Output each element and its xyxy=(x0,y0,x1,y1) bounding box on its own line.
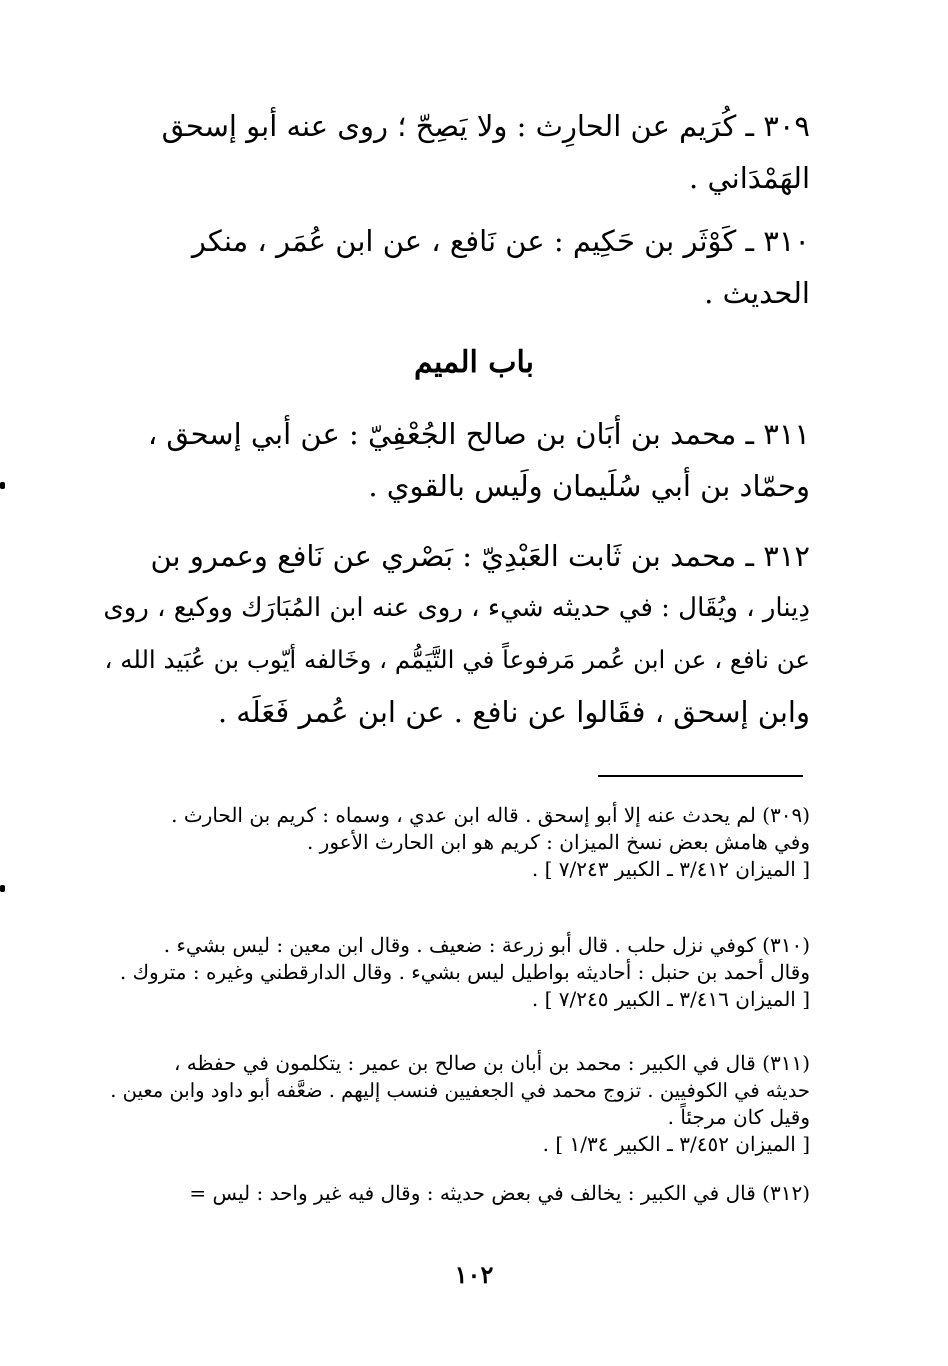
entry-309-line-2: الهَمْدَاني . xyxy=(689,161,810,195)
footnote-311-line-4: [ الميزان ٣/٤٥٢ ـ الكبير ١/٣٤ ] . xyxy=(542,1132,810,1156)
footnote-309-line-1: (٣٠٩) لم يحدث عنه إلا أبو إسحق . قاله ابن عدي ، وسماه : كريم بن الحارث . xyxy=(171,803,810,827)
margin-mark xyxy=(0,482,5,489)
entry-311-line-2: وحمّاد بن أبي سُلَيمان ولَيس بالقوي . xyxy=(368,469,810,503)
section-heading: باب الميم xyxy=(413,345,534,380)
entry-311 xyxy=(100,408,810,512)
footnote-310-line-2: وقال أحمد بن حنبل : أحاديثه بواطيل ليس بشيء . وقال الدارقطني وغيره : متروك . xyxy=(119,960,810,984)
entry-310-line-1: ٣١٠ ـ كَوْثَر بن حَكِيم : عن نَافع ، عن ابن عُمَر ، منكر xyxy=(191,224,810,258)
footnote-309 xyxy=(100,802,810,883)
footnote-310-line-1: (٣١٠) كوفي نزل حلب . قال أبو زرعة : ضعيف . وقال ابن معين : ليس بشيء . xyxy=(163,933,810,957)
footnote-312 xyxy=(100,1180,810,1207)
entry-310-line-2: الحديث . xyxy=(704,276,810,310)
footnote-312-line-1: (٣١٢) قال في الكبير : يخالف في بعض حديثه : وقال فيه غير واحد : ليس = xyxy=(189,1181,810,1205)
footnote-309-line-2: وفي هامش بعض نسخ الميزان : كريم هو ابن الحارث الأعور . xyxy=(306,830,810,854)
footnote-311 xyxy=(100,1050,810,1158)
margin-mark xyxy=(0,885,5,892)
entry-312-line-1: ٣١٢ ـ محمد بن ثَابت العَبْدِيّ : بَصْري عن نَافع وعمرو بن xyxy=(150,539,810,573)
entry-312-line-3: عن نافع ، عن ابن عُمر مَرفوعاً في التَّيَمُّم ، وخَالفه أيّوب بن عُبَيد الله ، xyxy=(104,645,810,674)
entry-309 xyxy=(100,100,810,204)
entry-312 xyxy=(100,530,810,738)
footnote-separator xyxy=(598,775,803,777)
footnote-311-line-1: (٣١١) قال في الكبير : محمد بن أبان بن صالح بن عمير : يتكلمون في حفظه ، xyxy=(173,1051,810,1075)
entry-311-line-1: ٣١١ ـ محمد بن أبَان بن صالح الجُعْفِيّ : عن أبي إسحق ، xyxy=(147,417,810,451)
entry-310 xyxy=(100,215,810,319)
footnote-311-line-3: وقيل كان مرجئاً . xyxy=(667,1105,810,1129)
footnote-311-line-2: حديثه في الكوفيين . تزوج محمد في الجعفيين فنسب إليهم . ضعَّفه أبو داود وابن معين . xyxy=(110,1079,810,1102)
entry-312-line-4: وابن إسحق ، فقَالوا عن نافع . عن ابن عُمر فَعَلَه . xyxy=(217,695,810,729)
footnote-310-line-3: [ الميزان ٣/٤١٦ ـ الكبير ٧/٢٤٥ ] . xyxy=(531,987,810,1011)
footnote-310 xyxy=(100,932,810,1013)
footnote-309-line-3: [ الميزان ٣/٤١٢ ـ الكبير ٧/٢٤٣ ] . xyxy=(531,857,810,881)
entry-309-line-1: ٣٠٩ ـ كُرَيم عن الحارِث : ولا يَصِحّ ؛ روى عنه أبو إسحق xyxy=(161,109,810,143)
entry-312-line-2: دِينار ، ويُقَال : في حديثه شيء ، روى عنه ابن المُبَارَك ووكيع ، روى xyxy=(103,593,810,623)
page-number: ١٠٢ xyxy=(454,1260,494,1289)
